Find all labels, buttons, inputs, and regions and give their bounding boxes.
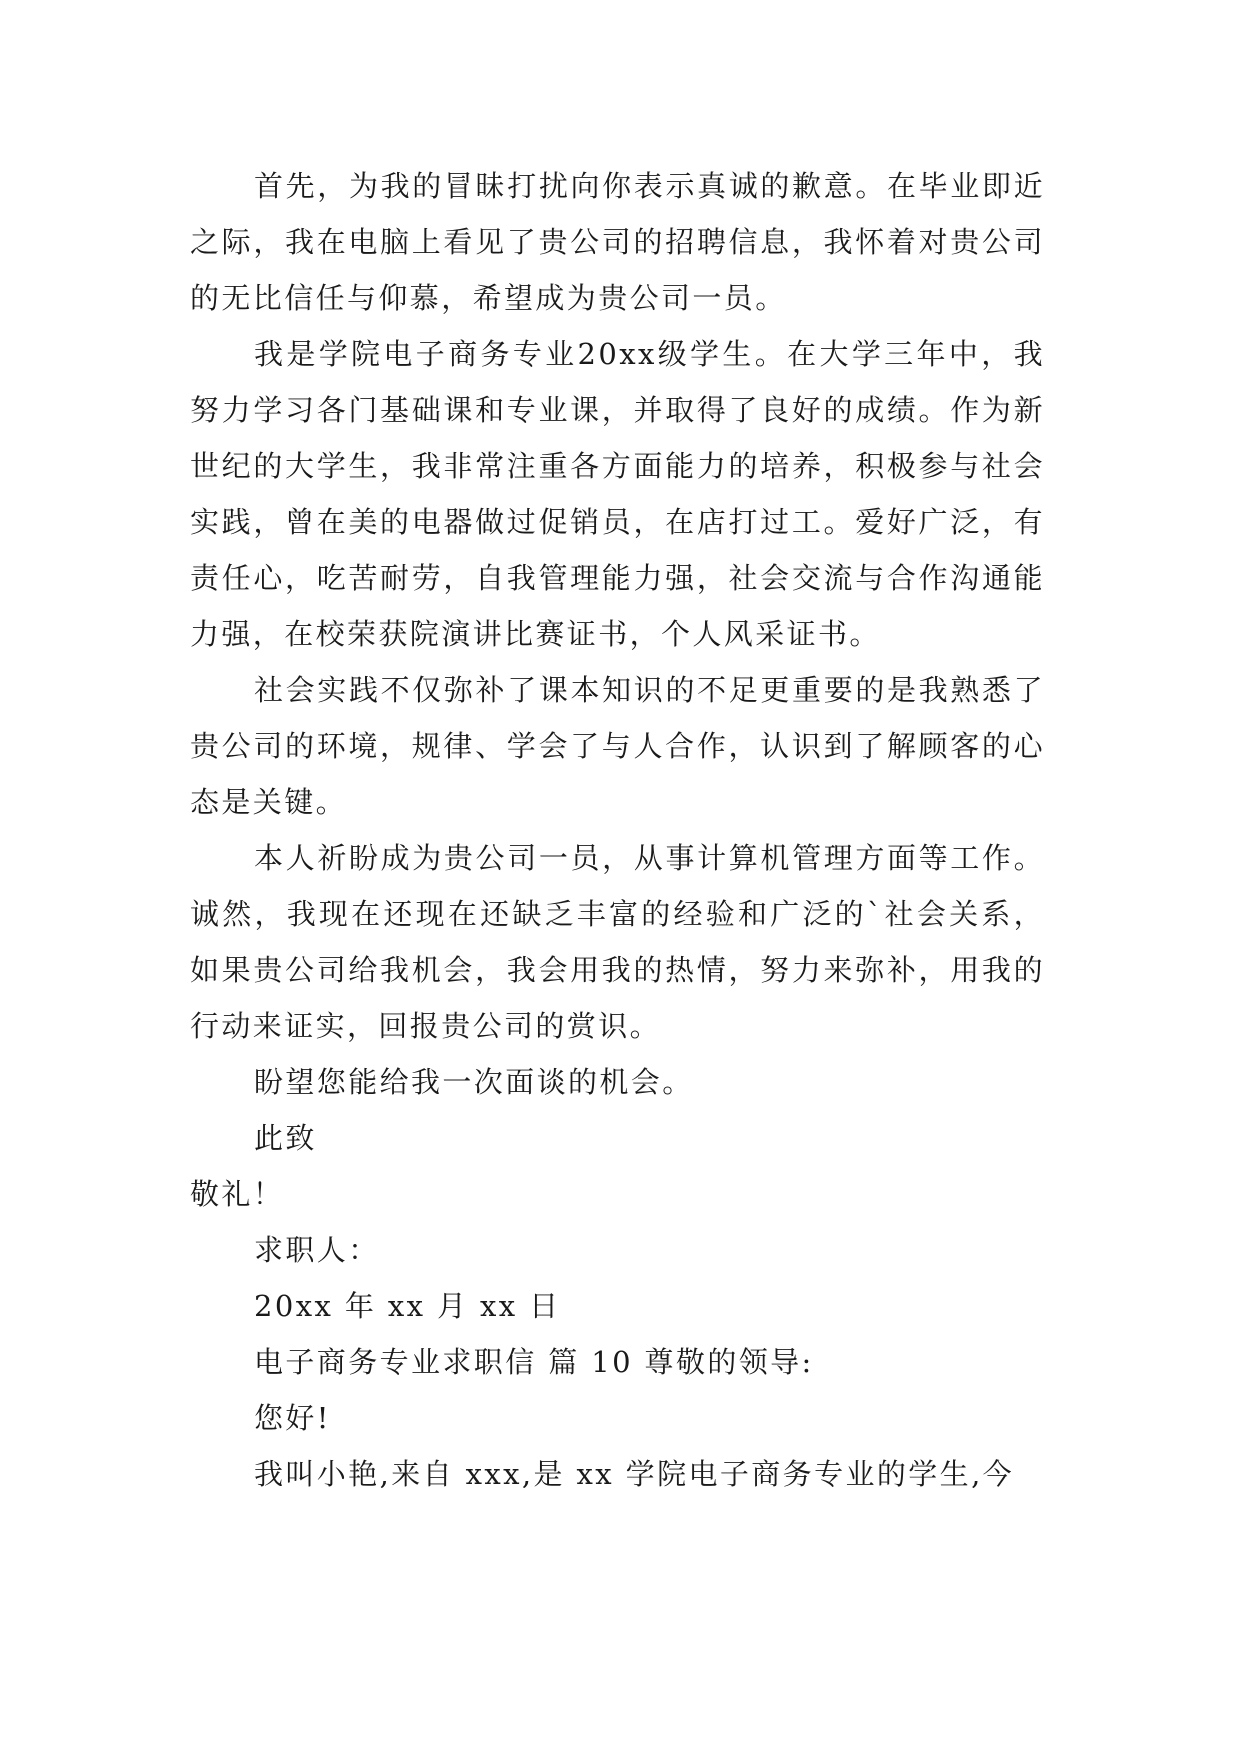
next-letter-first-line: 我叫小艳,来自 xxx,是 xx 学院电子商务专业的学生,今 <box>254 1457 1015 1491</box>
paragraph-background: 我是学院电子商务专业20xx级学生。在大学三年中，我努力学习各门基础课和专业课，并取得了良好的成绩。作为新世纪的大学生，我非常注重各方面能力的培养，积极参与社会实践，曾在美的电器做过促销员，在店打过工。爱好广泛，有责任心，吃苦耐劳，自我管理能力强，社会交流与合作沟通能力强，在校荣获院演讲比赛证书，个人风采证书。 <box>190 337 1045 651</box>
greeting: 您好! <box>254 1401 331 1435</box>
paragraph-practice: 社会实践不仅弥补了课本知识的不足更重要的是我熟悉了贵公司的环境，规律、学会了与人合作，认识到了解顾客的心态是关键。 <box>190 673 1045 819</box>
salutation-jing-li: 敬礼！ <box>190 1177 285 1211</box>
letter-body <box>190 158 1045 1502</box>
signature-label: 求职人： <box>254 1233 380 1267</box>
paragraph-request: 本人祈盼成为贵公司一员，从事计算机管理方面等工作。诚然，我现在还现在还缺乏丰富的经验和广泛的`社会关系，如果贵公司给我机会，我会用我的热情，努力来弥补，用我的行动来证实，回报贵公司的赏识。 <box>190 841 1045 1043</box>
closing-hope: 盼望您能给我一次面谈的机会。 <box>254 1065 694 1099</box>
letter-date: 20xx 年 xx 月 xx 日 <box>254 1289 561 1323</box>
next-letter-heading: 电子商务专业求职信 篇 10 尊敬的领导: <box>254 1345 814 1379</box>
paragraph-apology: 首先，为我的冒昧打扰向你表示真诚的歉意。在毕业即近之际，我在电脑上看见了贵公司的招聘信息，我怀着对贵公司的无比信任与仰慕，希望成为贵公司一员。 <box>190 169 1045 315</box>
salutation-ci-zhi: 此致 <box>254 1121 317 1155</box>
